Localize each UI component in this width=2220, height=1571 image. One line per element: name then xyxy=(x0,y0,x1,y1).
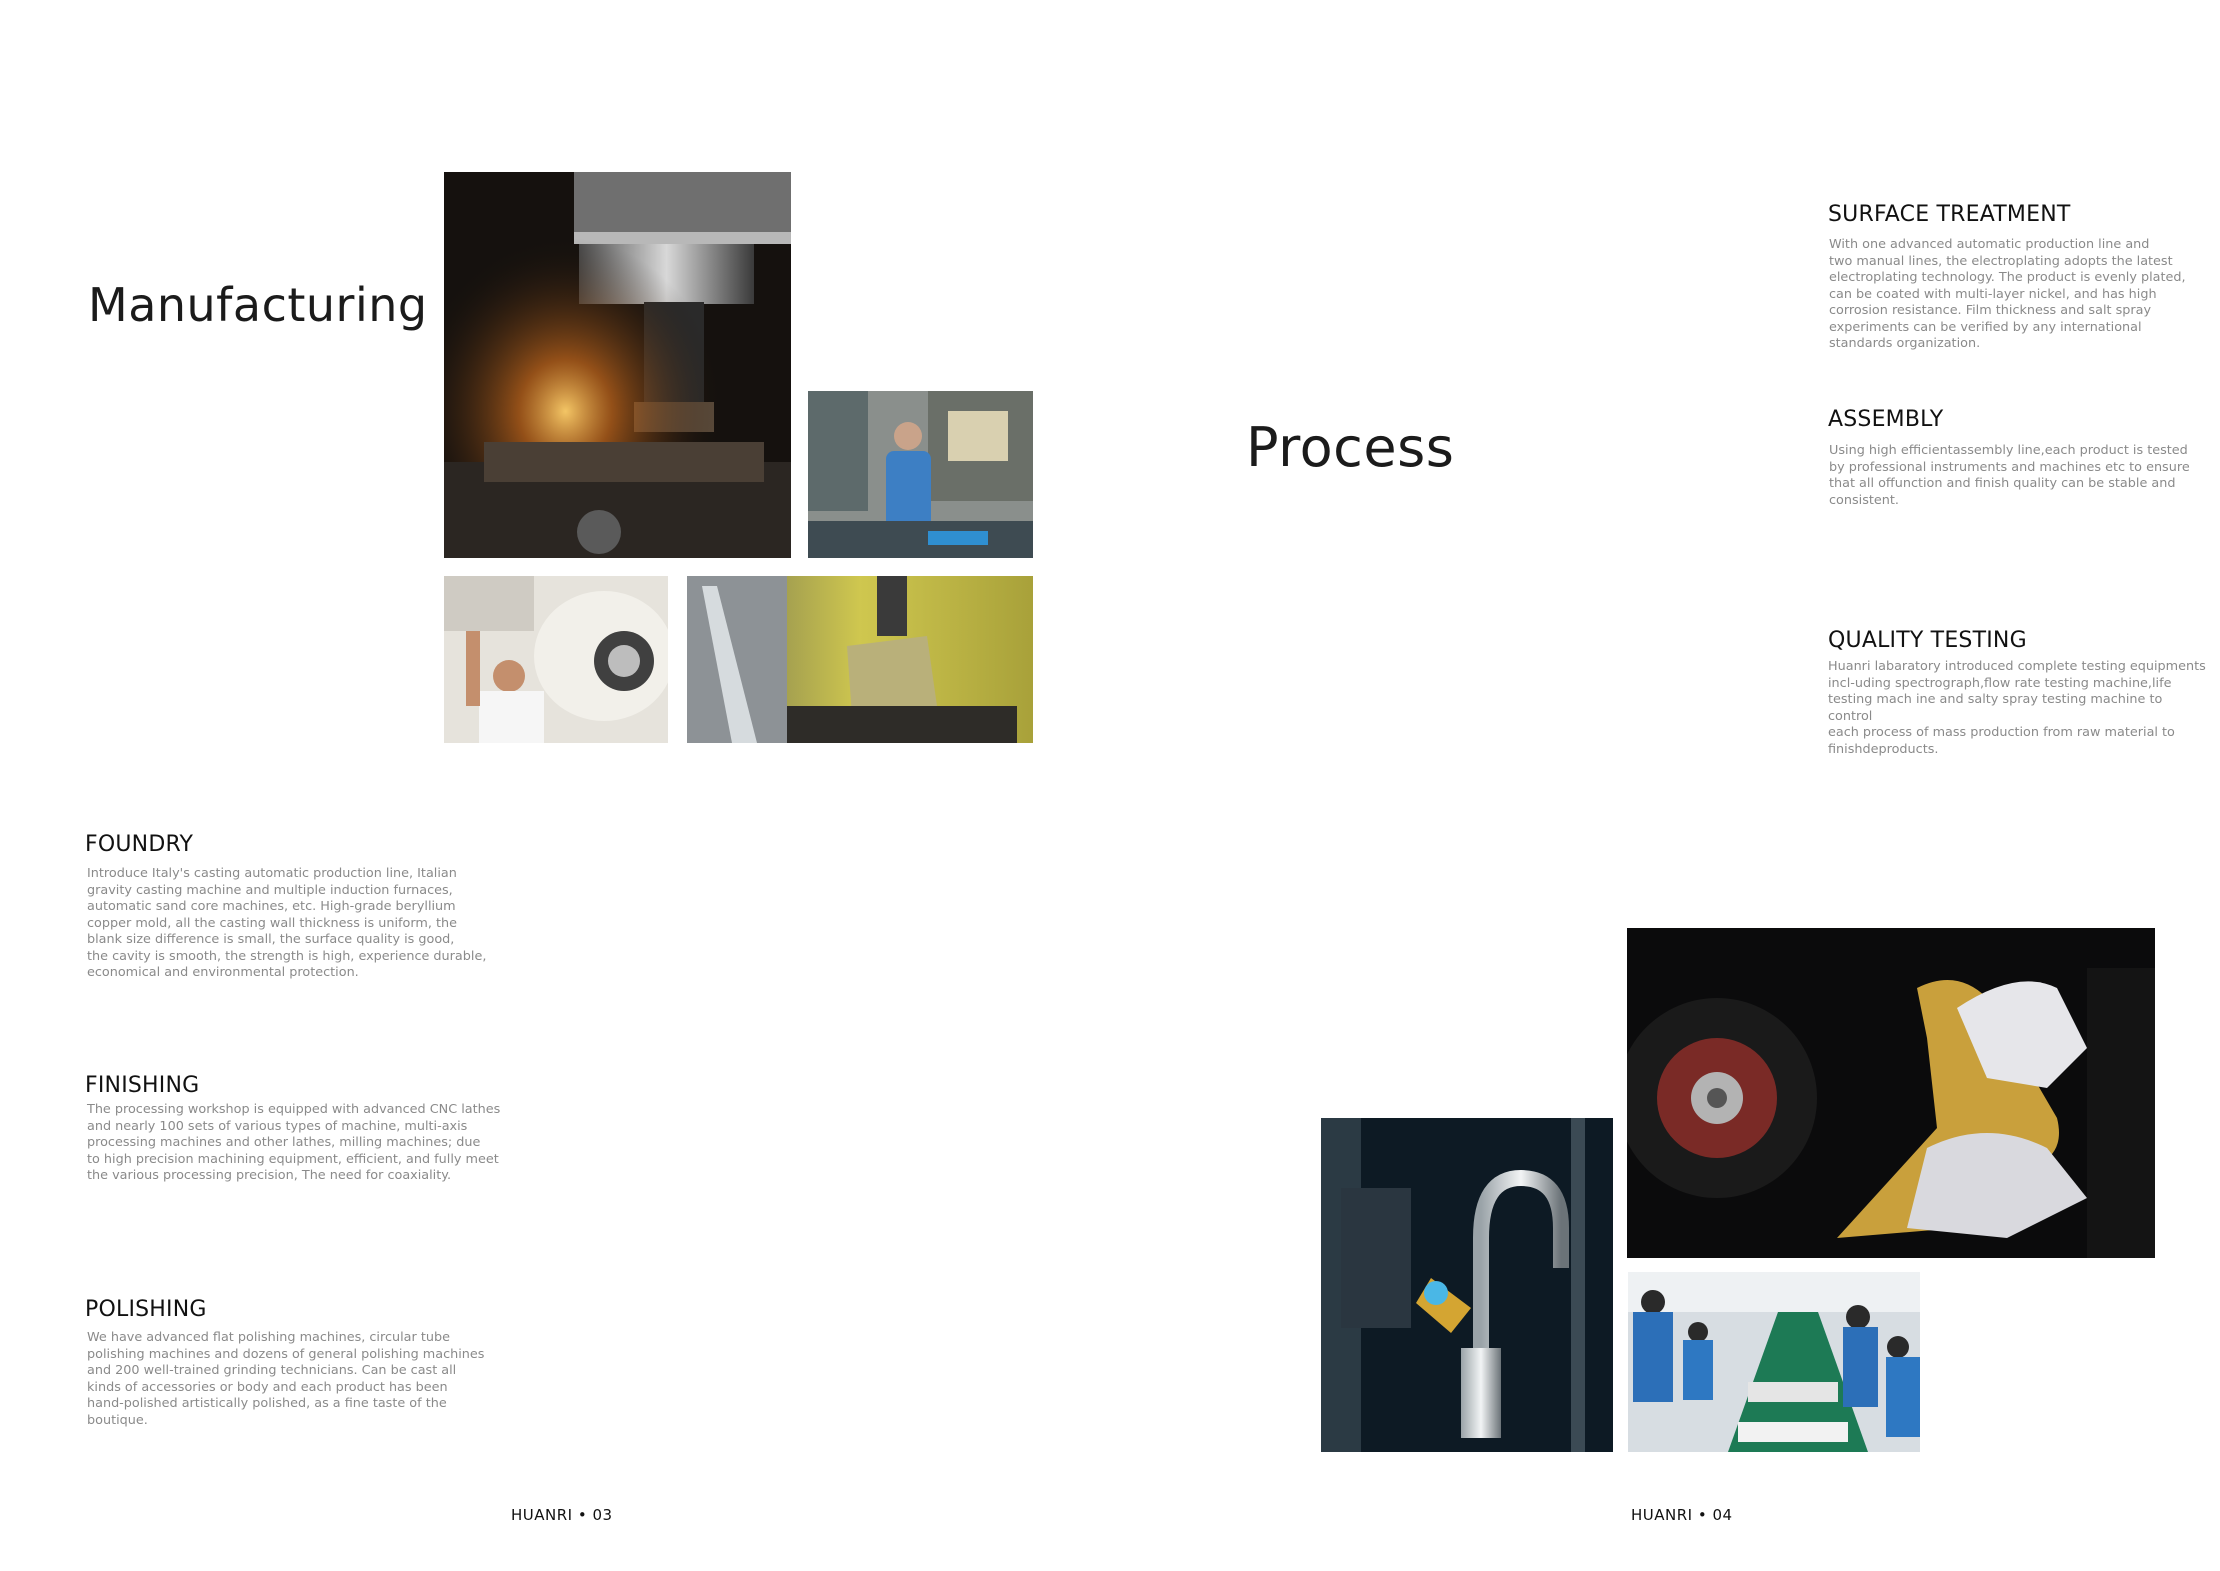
finishing-heading: FINISHING xyxy=(85,1073,200,1098)
quality-testing-body: Huanri labaratory introduced complete testing equipments incl-uding spectrograph,flow rate testing machine,life testing mach ine and salty spray testing machine to control each process of mass production from raw material to finishdeproducts. xyxy=(1828,659,2206,757)
foundry-heading: FOUNDRY xyxy=(85,832,194,857)
manufacturing-title: Manufacturing xyxy=(88,278,428,332)
assembly-heading: ASSEMBLY xyxy=(1828,407,1944,432)
assembly-body: Using high efficientassembly line,each product is tested by professional instruments and machines etc to ensure that all offunction and finish quality can be stable and consistent. xyxy=(1829,443,2190,508)
foundry-body: Introduce Italy's casting automatic production line, Italian gravity casting machine and multiple induction furnaces, automatic sand core machines, etc. High-grade beryllium copper mold, all the casting wall thickness is uniform, the blank size difference is small, the surface quality is good, the cavity is smooth, the strength is high, experience durable, economical and environmental protection. xyxy=(87,866,487,980)
robot-operator-photo xyxy=(444,576,668,743)
assembly-line-photo xyxy=(1628,1272,1920,1452)
process-title: Process xyxy=(1246,416,1455,479)
quality-testing-heading: QUALITY TESTING xyxy=(1828,628,2027,653)
hand-polishing-photo xyxy=(1627,928,2155,1258)
page-number-left: HUANRI • 03 xyxy=(511,1506,613,1524)
finishing-body: The processing workshop is equipped with advanced CNC lathes and nearly 100 sets of various types of machine, multi-axis processing machines and other lathes, milling machines; due to high precision machining equipment, efficient, and fully meet the various processing precision, The need for coaxiality. xyxy=(87,1102,501,1183)
page-number-right: HUANRI • 04 xyxy=(1631,1506,1733,1524)
surface-treatment-heading: SURFACE TREATMENT xyxy=(1828,202,2071,227)
polishing-body: We have advanced flat polishing machines, circular tube polishing machines and dozens of general polishing machines and 200 well-trained grinding technicians. Can be cast all kinds of accessories or body and each product has been hand-polished artistically polished, as a fine taste of the boutique. xyxy=(87,1330,485,1428)
robotic-faucet-photo xyxy=(1321,1118,1613,1452)
surface-treatment-body: With one advanced automatic production line and two manual lines, the electroplating adopts the latest electroplating technology. The product is evenly plated, can be coated with multi-layer nickel, and has high corrosion resistance. Film thickness and salt spray experiments can be verified by any international standards organization. xyxy=(1829,237,2186,351)
factory-worker-photo xyxy=(808,391,1033,558)
coolant-spray-photo xyxy=(687,576,1033,743)
cnc-machining-photo xyxy=(444,172,791,558)
polishing-heading: POLISHING xyxy=(85,1297,207,1322)
